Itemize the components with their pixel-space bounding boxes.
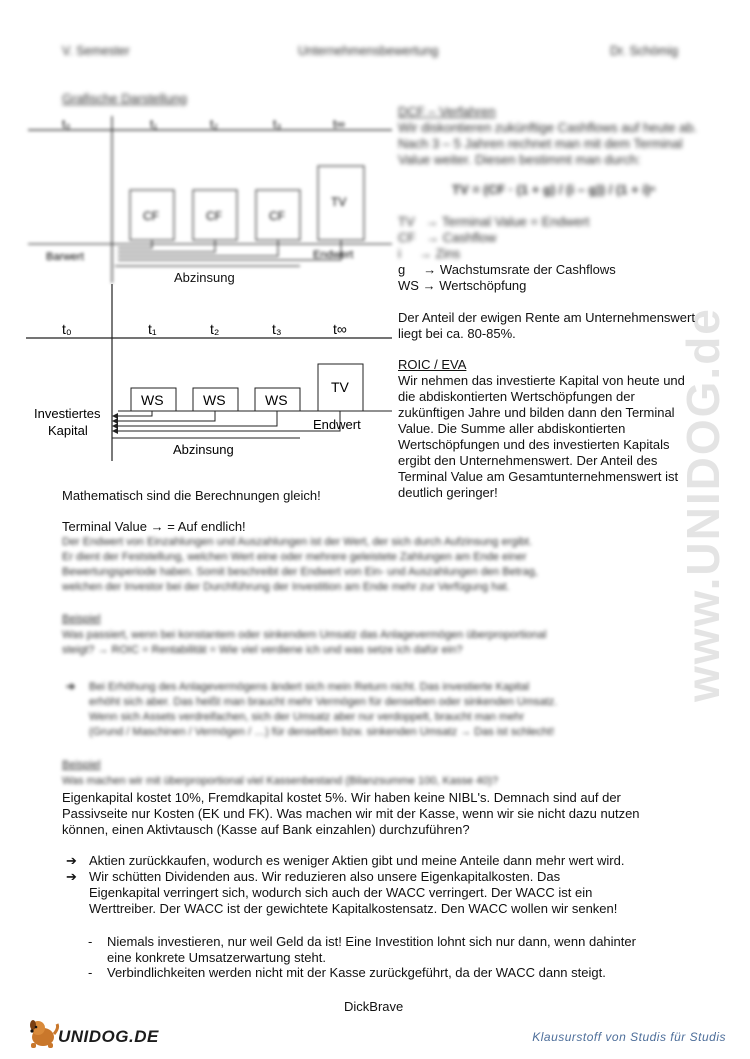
arrow-bullet-icon: ➔ xyxy=(66,853,77,868)
d1-tinf: t∞ xyxy=(333,117,345,131)
dcf-title: DCF – Verfahren xyxy=(398,104,496,119)
dog-logo-icon xyxy=(26,1016,60,1050)
d2-endwert: Endwert xyxy=(313,417,361,432)
dcf-intro: Wir diskontieren zukünftige Cashflows auf heute ab. Nach 3 – 5 Jahren rechnet man mit dem Terminal Value weiter. Diesen bestimmt man durch: xyxy=(398,120,698,167)
d1-box1: CF xyxy=(143,209,159,223)
watermark: www.UNIDOG.de xyxy=(677,307,729,703)
roic-text: Wir nehmen das investierte Kapital von heute und die abdiskontierten Wertschöpfungen der zukünftigen Jahre und bilden dann den Terminal Value. Die Summe aller abdiskontierten Wertschöpfungen und des investierten Kapitals ergibt den Unternehmenswert. Der Anteil des Terminal Value am Gesamtunternehmenswert ist deutlich geringer! xyxy=(398,373,685,500)
section-title: Grafische Darstellung xyxy=(62,91,187,106)
footer-tagline: Klausurstoff von Studis für Studis xyxy=(532,1030,726,1044)
roic-diagram xyxy=(0,284,395,464)
author: DickBrave xyxy=(344,999,404,1014)
dash-bullet: - xyxy=(88,934,93,949)
d2-abzinsung: Abzinsung xyxy=(173,442,234,457)
d1-t3: t₃ xyxy=(273,117,282,131)
arrow-bullet-icon: ➔ xyxy=(66,869,77,884)
d1-endwert: Endwert xyxy=(313,249,354,261)
d2-t3: t₃ xyxy=(272,321,282,337)
d1-box3: CF xyxy=(269,209,285,223)
d1-box2: CF xyxy=(206,209,222,223)
dcf-legend-blurred: TV → Terminal Value = Endwert CF → Cashflow i → Zins xyxy=(398,214,590,261)
endwert-paragraph: Der Endwert von Einzahlungen und Auszahlungen ist der Wert, der sich durch Aufzinsung ergibt. Er dient der Feststellung, welchen Wert eine oder mehrere geleistete Zahlungen am Ende einer Bewertungsperiode haben. Somit beschreibt der Endwert von Ein- und Auszahlungen den Betrag, welchen der Investor bei der Durchführung der Investition am Ende mehr zur Verfügung hat. xyxy=(62,536,538,593)
arrow-item-aktien: Aktien zurückkaufen, wodurch es weniger Aktien gibt und meine Anteile dann mehr wert wird. xyxy=(89,853,625,868)
roic-title: ROIC / EVA xyxy=(398,357,467,372)
d1-abzinsung: Abzinsung xyxy=(174,270,235,285)
d1-t1: t₁ xyxy=(150,117,158,131)
d2-box2: WS xyxy=(203,392,226,408)
arrow-item-dividenden: Wir schütten Dividenden aus. Wir reduzieren also unsere Eigenkapitalkosten. Das Eigenkapital verringert sich, wodurch sich auch der WACC verringert. Der WACC ist ein Werttreiber. Der WACC ist der gewichtete Kapitalkostensatz. Den WACC wollen wir senken! xyxy=(89,869,618,916)
mathe-note: Mathematisch sind die Berechnungen gleich! xyxy=(62,488,321,503)
header-author: Dr. Schömig xyxy=(610,44,679,58)
d2-t0: t₀ xyxy=(62,321,72,337)
header-semester: V. Semester xyxy=(62,44,130,58)
d2-tinf: t∞ xyxy=(333,321,347,337)
beispiel1-text: Was passiert, wenn bei konstantem oder sinkendem Umsatz das Anlagevermögen überproportional steigt? → ROIC = Rentabilität = Wie viel verdiene ich und was setze ich dafür ein? xyxy=(62,629,547,656)
d2-t2: t₂ xyxy=(210,321,220,337)
dash-item-verbindlichkeiten: Verbindlichkeiten werden nicht mit der Kasse zurückgeführt, da der WACC dann steigt. xyxy=(107,965,606,980)
d2-box1: WS xyxy=(141,392,164,408)
d1-box4: TV xyxy=(331,195,347,209)
dcf-diagram xyxy=(0,108,395,288)
dcf-legend: g → Wachstumsrate der Cashflows WS → Wertschöpfung xyxy=(398,262,616,293)
d2-kapital2: Kapital xyxy=(48,423,88,438)
header-title: Unternehmensbewertung xyxy=(298,44,439,58)
d1-t2: t₂ xyxy=(210,117,218,131)
beispiel2-blurred-line: Was machen wir mit überproportional viel Kassenbestand (Bilanzsumme 100, Kasse 40)? xyxy=(62,775,499,787)
dash-bullet: - xyxy=(88,965,93,980)
d2-box3: WS xyxy=(265,392,288,408)
dcf-formula: TV = (CF · (1 + g) / (i – g)) / (1 + i)ⁿ xyxy=(452,182,656,197)
footer-logo-text[interactable]: UNIDOG.DE xyxy=(58,1027,159,1046)
d1-barwert: Barwert xyxy=(46,251,84,263)
terminal-heading: Terminal Value → = Auf endlich! xyxy=(62,519,246,532)
dcf-anteil: Der Anteil der ewigen Rente am Unternehmenswert liegt bei ca. 80-85%. xyxy=(398,310,695,341)
beispiel2-title: Beispiel xyxy=(62,759,101,771)
beispiel2-text: Eigenkapital kostet 10%, Fremdkapital kostet 5%. Wir haben keine NIBL's. Demnach sind auf der Passivseite nur Kosten (EK und FK). Was machen wir mit der Kasse, wenn wir sie nicht dazu nutzen können, einen Aktivtausch (Kasse auf Bank einzahlen) durchzuführen? xyxy=(62,790,640,837)
d2-t1: t₁ xyxy=(148,321,157,337)
d2-box4: TV xyxy=(331,379,349,395)
d2-kapital1: Investiertes xyxy=(34,406,101,421)
d1-t0: t₀ xyxy=(62,117,71,131)
beispiel1-title: Beispiel xyxy=(62,613,101,625)
dash-item-investieren: Niemals investieren, nur weil Geld da ist! Eine Investition lohnt sich nur dann, wenn dahinter eine konkrete Umsatzerwartung steht. xyxy=(107,934,636,965)
